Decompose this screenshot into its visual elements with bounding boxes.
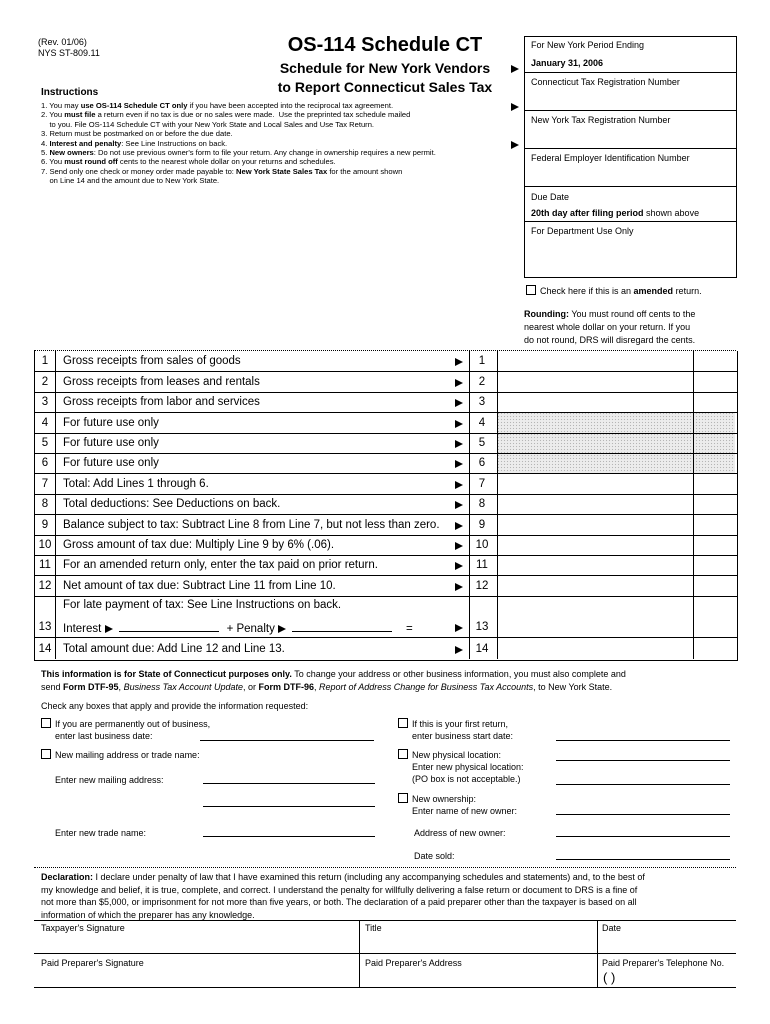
line-number: 2 — [41, 375, 49, 388]
line-label: Total amount due: Add Line 12 and Line 13. — [63, 643, 285, 655]
form-subtitle-1: Schedule for New York Vendors — [279, 60, 491, 76]
ny-registration-label[interactable]: New York Tax Registration Number — [531, 115, 671, 125]
owner-address-label: Address of new owner: — [414, 828, 506, 838]
department-use-label: For Department Use Only — [531, 226, 634, 236]
date-sold-label: Date sold: — [414, 851, 455, 861]
arrow-icon — [455, 542, 463, 550]
line-12-amount-field[interactable] — [497, 575, 737, 595]
line-label: Net amount of tax due: Subtract Line 11 from Line 10. — [63, 579, 336, 592]
instruction-item: 4. Interest and penalty: See Line Instructions on back. — [41, 138, 228, 148]
line-label: For future use only — [63, 457, 159, 470]
instruction-item: 2. You must file a return even if no tax is due or no sales were made. Use the preprinted tax schedule mailed — [41, 110, 411, 120]
line-number: 11 — [39, 559, 51, 572]
rounding-note: Rounding: You must round off cents to the nearest whole dollar on your return. If you do not round, DRS will disregard the cents. — [524, 309, 696, 345]
line-label: For future use only — [63, 416, 159, 429]
line-label: For future use only — [63, 437, 159, 449]
out-of-business-checkbox[interactable] — [41, 718, 51, 728]
title-field[interactable]: Title — [365, 923, 382, 933]
instruction-item: 6. You must round off cents to the nearest whole dollar on your returns and schedules. — [41, 157, 336, 167]
equals-sign: = — [406, 622, 413, 635]
line-13-amount-field[interactable] — [497, 596, 737, 637]
line-5-amount-field — [497, 433, 737, 453]
taxpayer-signature-field[interactable]: Taxpayer's Signature — [41, 923, 125, 933]
instruction-item: to you. File OS-114 Schedule CT with your New York State and Local Sales and Use Tax Return. — [41, 119, 375, 129]
start-date-field[interactable] — [556, 740, 730, 741]
amended-checkbox-row[interactable]: Check here if this is an amended return. — [526, 285, 702, 296]
arrow-icon — [455, 481, 463, 489]
instructions-list — [41, 101, 521, 186]
ct-purposes-note: This information is for State of Connecticut purposes only. To change your address or other business information, you must also complete and send Form DTF-95, Business Tax Account Update, or Form DTF-96, Report of Address Change for Business Tax Accounts, to New York State. — [41, 669, 626, 692]
enter-trade-name-label: Enter new trade name: — [55, 828, 147, 838]
phone-area-code[interactable]: ( ) — [603, 970, 616, 985]
period-ending-label: For New York Period Ending — [531, 40, 645, 50]
arrow-icon — [278, 625, 286, 633]
owner-name-field[interactable] — [556, 814, 730, 815]
line-label: Total deductions: See Deductions on back. — [63, 498, 281, 511]
new-ownership-option[interactable]: New ownership: Enter name of new owner: — [398, 793, 517, 817]
instruction-item: 3. Return must be postmarked on or before the due date. — [41, 129, 233, 139]
arrow-icon — [455, 440, 463, 448]
line-ref-number: 1 — [478, 355, 486, 368]
preparer-phone-field[interactable]: Paid Preparer's Telephone No. — [602, 958, 725, 968]
line-number: 12 — [38, 579, 52, 592]
arrow-icon — [455, 522, 463, 530]
line-ref-number: 10 — [475, 539, 489, 551]
physical-location-field-2[interactable] — [556, 784, 730, 785]
line-number: 1 — [41, 355, 49, 368]
interest-field[interactable] — [119, 621, 219, 632]
line-number: 10 — [38, 539, 52, 551]
line-label: Gross amount of tax due: Multiply Line 9 by 6% (.06). — [63, 539, 335, 551]
line-label: Gross receipts from sales of goods — [63, 355, 241, 368]
line-ref-number: 13 — [475, 620, 489, 633]
period-ending-value: January 31, 2006 — [531, 58, 604, 68]
line-6-amount-field — [497, 453, 737, 473]
new-physical-option[interactable]: New physical location: Enter new physical location: (PO box is not acceptable.) — [398, 749, 524, 785]
line-label: For an amended return only, enter the tax paid on prior return. — [63, 559, 378, 572]
arrow-icon — [455, 646, 463, 654]
mailing-address-field-2[interactable] — [203, 806, 375, 807]
line-label: Gross receipts from leases and rentals — [63, 375, 260, 388]
declaration-text: Declaration: I declare under penalty of law that I have examined this return (including any accompanying schedules and statements) and, to the best of my knowledge and belief, it is true, complete, and correct. I understand the penalty for willfully delivering a false return or document to DRS is a fine of not more than $5,000, or imprisonment for not more than five years, or both. The declaration of a paid preparer other than the taxpayer is based on all information of which the preparer has any knowledge. — [41, 872, 645, 920]
arrow-icon — [455, 379, 463, 387]
new-ownership-checkbox[interactable] — [398, 793, 408, 803]
new-mailing-checkbox[interactable] — [41, 749, 51, 759]
trade-name-field[interactable] — [203, 836, 375, 837]
line-9-amount-field[interactable] — [497, 514, 737, 534]
line-number: 8 — [41, 498, 49, 511]
arrow-icon — [511, 97, 519, 115]
form-number: NYS ST-809.11 — [38, 48, 100, 58]
arrow-icon — [455, 358, 463, 366]
enter-mailing-label: Enter new mailing address: — [55, 775, 164, 785]
line-ref-number: 9 — [478, 518, 486, 531]
date-sold-field[interactable] — [556, 859, 730, 860]
arrow-icon — [455, 583, 463, 591]
mailing-address-field-1[interactable] — [203, 783, 375, 784]
line-4-amount-field — [497, 412, 737, 432]
instructions-heading: Instructions — [41, 87, 99, 98]
instruction-item: on Line 14 and the amount due to New York State. — [41, 176, 220, 186]
line-number: 7 — [41, 477, 49, 490]
line-number: 5 — [41, 437, 49, 449]
penalty-field[interactable] — [292, 621, 392, 632]
instruction-item: 1. You may use OS-114 Schedule CT only if you have been accepted into the reciprocal tax agreement. — [41, 101, 394, 110]
line-label: Gross receipts from labor and services — [63, 396, 260, 409]
new-physical-checkbox[interactable] — [398, 749, 408, 759]
line-ref-number: 3 — [478, 396, 486, 409]
line-1-amount-field[interactable] — [497, 351, 737, 371]
line-7-amount-field[interactable] — [497, 473, 737, 493]
interest-label: Interest — [63, 622, 105, 635]
line-label: Balance subject to tax: Subtract Line 8 from Line 7, but not less than zero. — [63, 518, 440, 531]
line-11-amount-field[interactable] — [497, 555, 737, 575]
due-date-label: Due Date — [531, 192, 570, 202]
out-of-business-option[interactable]: If you are permanently out of business, enter last business date: — [41, 718, 210, 742]
line-number: 3 — [41, 396, 49, 409]
line-number: 13 — [38, 620, 52, 633]
line-3-amount-field[interactable] — [497, 392, 737, 412]
line-number: 14 — [38, 643, 52, 655]
first-return-checkbox[interactable] — [398, 718, 408, 728]
line-label: Total: Add Lines 1 through 6. — [63, 477, 209, 490]
fein-label[interactable]: Federal Employer Identification Number — [531, 153, 690, 163]
revision-date: (Rev. 01/06) — [38, 37, 87, 47]
form-subtitle-2: to Report Connecticut Sales Tax — [277, 79, 493, 95]
line-ref-number: 7 — [478, 477, 486, 490]
line-ref-number: 4 — [478, 416, 486, 429]
line-ref-number: 6 — [478, 457, 486, 470]
penalty-label: + Penalty — [226, 622, 279, 635]
instruction-item: 5. New owners: Do not use previous owner's form to file your return. Any change in ownership requires a new permit. — [41, 148, 436, 158]
line-ref-number: 11 — [476, 559, 488, 572]
instruction-item: 7. Send only one check or money order made payable to: New York State Sales Tax for the amount shown — [41, 166, 403, 176]
check-any-boxes: Check any boxes that apply and provide the information requested: — [41, 701, 309, 711]
arrow-icon — [455, 624, 463, 632]
line-2-amount-field[interactable] — [497, 371, 737, 391]
line-8-amount-field[interactable] — [497, 494, 737, 514]
arrow-icon — [105, 625, 113, 633]
arrow-icon — [455, 460, 463, 468]
amended-checkbox[interactable] — [526, 285, 536, 295]
preparer-signature-field[interactable]: Paid Preparer's Signature — [41, 958, 144, 968]
line-13-note: For late payment of tax: See Line Instructions on back. — [63, 598, 342, 611]
line-number: 6 — [41, 457, 49, 470]
line-ref-number: 2 — [478, 375, 486, 388]
line-ref-number: 14 — [475, 643, 489, 655]
form-title: OS-114 Schedule CT — [287, 34, 483, 56]
ct-registration-label[interactable]: Connecticut Tax Registration Number — [531, 77, 680, 87]
first-return-option[interactable]: If this is your first return, enter business start date: — [398, 718, 513, 742]
date-field[interactable]: Date — [602, 923, 622, 933]
line-ref-number: 12 — [475, 579, 489, 592]
arrow-icon — [511, 59, 519, 77]
arrow-icon — [455, 501, 463, 509]
owner-address-field[interactable] — [556, 836, 730, 837]
line-14-amount-field[interactable] — [497, 637, 737, 659]
due-date-value: 20th day after filing period shown above — [531, 208, 700, 218]
arrow-icon — [511, 135, 519, 153]
line-number: 4 — [41, 416, 49, 429]
tax-lines-table — [34, 351, 738, 661]
preparer-address-field[interactable]: Paid Preparer's Address — [365, 958, 462, 968]
line-number: 9 — [41, 518, 49, 531]
line-ref-number: 5 — [478, 437, 486, 449]
new-mailing-option[interactable]: New mailing address or trade name: — [41, 749, 200, 760]
last-business-date-field[interactable] — [200, 740, 374, 741]
arrow-icon — [455, 420, 463, 428]
arrow-icon — [455, 562, 463, 570]
line-ref-number: 8 — [478, 498, 486, 511]
line-10-amount-field[interactable] — [497, 535, 737, 555]
physical-location-field-1[interactable] — [556, 760, 730, 761]
arrow-icon — [455, 399, 463, 407]
